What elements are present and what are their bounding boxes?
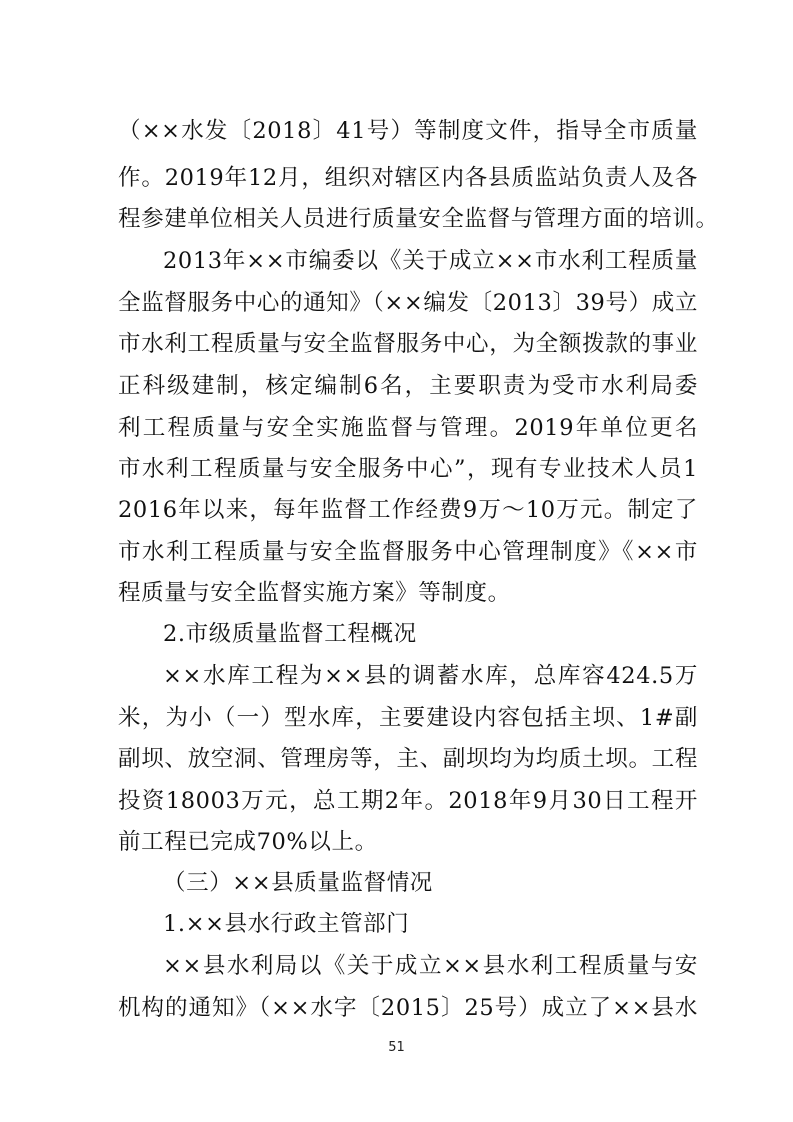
- text-line-5: 全监督服务中心的通知》（××编发〔2013〕39号）成立: [118, 290, 698, 316]
- text-line-12: 程质量与安全监督实施方案》等制度。: [118, 580, 511, 606]
- text-line-14: ××水库工程为××县的调蓄水库，总库容424.5万: [163, 663, 698, 689]
- text-line-4: 2013年××市编委以《关于成立××市水利工程质量: [163, 248, 698, 274]
- text-line-22: 机构的通知》（××水字〔2015〕25号）成立了××县水: [118, 995, 698, 1021]
- section-heading-3: （三）××县质量监督情况: [163, 870, 433, 896]
- text-line-8: 利工程质量与安全实施监督与管理。2019年单位更名: [118, 415, 698, 441]
- text-line-9: 市水利工程质量与安全服务中心”，现有专业技术人员1: [118, 456, 698, 482]
- section-heading-2: 2.市级质量监督工程概况: [163, 621, 417, 647]
- text-line-21: ××县水利局以《关于成立××县水利工程质量与安: [163, 953, 698, 979]
- text-line-10: 2016年以来，每年监督工作经费9万～10万元。制定了: [118, 497, 698, 523]
- page-number: 51: [388, 1040, 405, 1055]
- text-line-2: 作。2019年12月，组织对辖区内各县质监站负责人及各: [118, 165, 698, 191]
- text-line-11: 市水利工程质量与安全监督服务中心管理制度》《××市: [118, 539, 698, 565]
- text-line-1: （××水发〔2018〕41号）等制度文件，指导全市质量: [118, 118, 698, 144]
- text-line-18: 前工程已完成70%以上。: [118, 829, 378, 855]
- text-line-3: 程参建单位相关人员进行质量安全监督与管理方面的培训。: [118, 206, 719, 232]
- text-line-16: 副坝、放空洞、管理房等，主、副坝均为均质土坝。工程: [118, 746, 698, 772]
- text-line-15: 米，为小（一）型水库，主要建设内容包括主坝、1#副: [118, 705, 698, 731]
- text-line-6: 市水利工程质量与安全监督服务中心，为全额拨款的事业: [118, 331, 698, 357]
- text-line-7: 正科级建制，核定编制6名，主要职责为受市水利局委: [118, 373, 698, 399]
- text-line-17: 投资18003万元，总工期2年。2018年9月30日工程开: [118, 788, 698, 814]
- subsection-heading-1: 1.××县水行政主管部门: [163, 911, 410, 937]
